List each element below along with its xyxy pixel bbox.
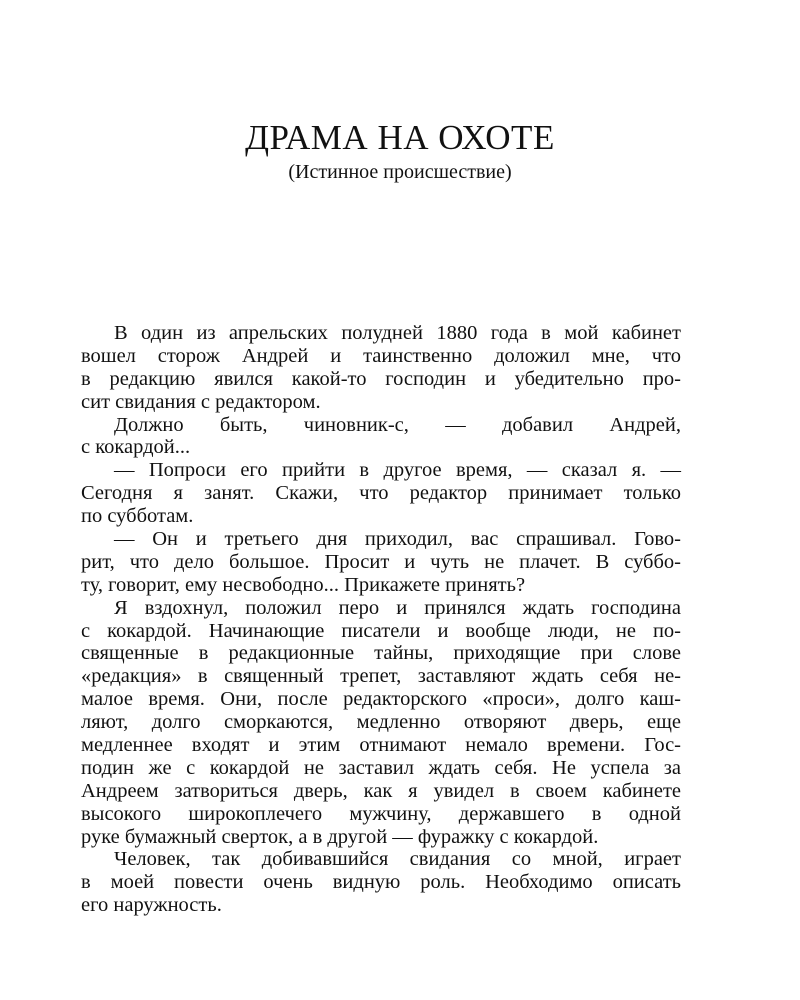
text-line: «редакция» в священный трепет, заставляют ждать себя не- (81, 665, 681, 688)
text-line: в моей повести очень видную роль. Необходимо описать (81, 871, 681, 894)
text-line: Я вздохнул, положил перо и принялся ждать господина (114, 596, 681, 619)
text-line: его наружность. (81, 894, 222, 917)
text-line: — Он и третьего дня приходил, вас спрашивал. Гово- (114, 528, 681, 551)
text-line: рит, что дело большое. Просит и чуть не плачет. В суббо- (81, 550, 681, 573)
text-line: Должно быть, чиновник-с, — добавил Андрей, (114, 413, 681, 436)
text-line: вошел сторож Андрей и таинственно доложил мне, что (81, 344, 681, 367)
text-line: малое время. Они, после редакторского «проси», долго каш- (81, 688, 681, 711)
text-line: Сегодня я занят. Скажи, что редактор принимает только (81, 482, 681, 505)
text-line: священные в редакционные тайны, приходящие при слове (81, 642, 681, 665)
text-line: высокого широкоплечего мужчину, державшего в одной (81, 802, 681, 825)
text-line: Человек, так добивавшийся свидания со мной, играет (114, 848, 681, 871)
text-line: в редакцию явился какой-то господин и убедительно про- (81, 367, 681, 390)
text-line: руке бумажный сверток, а в другой — фуражку с кокардой. (81, 825, 599, 848)
chapter-title: ДРАМА НА ОХОТЕ (245, 118, 555, 157)
text-line: подин же с кокардой не заставил ждать себя. Не успела за (81, 756, 681, 779)
chapter-subtitle: (Истинное происшествие) (288, 161, 512, 183)
text-line: с кокардой. Начинающие писатели и вообще люди, не по- (81, 619, 681, 642)
text-line: — Попроси его прийти в другое время, — сказал я. — (114, 459, 681, 482)
text-line: по субботам. (81, 505, 194, 528)
text-line: ляют, долго сморкаются, медленно отворяют дверь, еще (81, 711, 681, 734)
text-line: медленнее входят и этим отнимают немало времени. Гос- (81, 734, 681, 757)
text-line: Андреем затвориться дверь, как я увидел в своем кабинете (81, 779, 681, 802)
text-line: ту, говорит, ему несвободно... Прикажете принять? (81, 573, 526, 596)
body-text (81, 322, 681, 917)
text-line: с кокардой... (81, 436, 191, 459)
text-line: В один из апрельских полудней 1880 года в мой кабинет (114, 322, 681, 344)
text-line: сит свидания с редактором. (81, 390, 321, 413)
